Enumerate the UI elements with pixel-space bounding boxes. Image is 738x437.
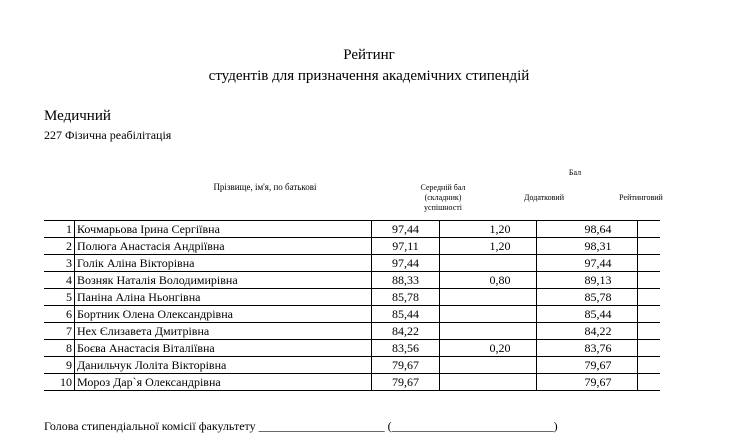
rating-score: 85,78 — [559, 289, 638, 306]
row-number: 10 — [44, 374, 75, 391]
rating-score: 84,22 — [559, 323, 638, 340]
rating-score: 98,31 — [559, 238, 638, 255]
student-name: Полюга Анастасія Андріївна — [75, 238, 372, 255]
additional-score — [464, 306, 537, 323]
header-average: Середній бал (складник) успішності — [420, 183, 466, 212]
row-number: 9 — [44, 357, 75, 374]
header-name: Прізвище, ім'я, по батькові — [213, 182, 317, 192]
rating-score: 79,67 — [559, 357, 638, 374]
student-name: Кочмарьова Ірина Сергіївна — [75, 221, 372, 238]
rating-score: 85,44 — [559, 306, 638, 323]
rating-score: 83,76 — [559, 340, 638, 357]
additional-score: 1,20 — [464, 221, 537, 238]
header-score: Бал — [568, 168, 582, 177]
header-rating: Рейтинговий — [619, 193, 663, 202]
row-number: 3 — [44, 255, 75, 272]
row-number: 4 — [44, 272, 75, 289]
student-name: Голік Аліна Вікторівна — [75, 255, 372, 272]
row-number: 6 — [44, 306, 75, 323]
row-number: 2 — [44, 238, 75, 255]
student-name: Мороз Дар`я Олександрівна — [75, 374, 372, 391]
additional-score: 0,20 — [464, 340, 537, 357]
rating-score: 98,64 — [559, 221, 638, 238]
rating-table — [44, 220, 660, 391]
average-score: 84,22 — [372, 323, 440, 340]
table-row — [44, 323, 660, 340]
table-row — [44, 255, 660, 272]
student-name: Паніна Аліна Ньонгівна — [75, 289, 372, 306]
average-score: 79,67 — [372, 374, 440, 391]
header-additional: Додатковий — [524, 193, 564, 202]
additional-score — [464, 357, 537, 374]
additional-score — [464, 255, 537, 272]
row-number: 8 — [44, 340, 75, 357]
student-name: Возняк Наталія Володимирівна — [75, 272, 372, 289]
row-number: 5 — [44, 289, 75, 306]
average-score: 79,67 — [372, 357, 440, 374]
additional-score: 0,80 — [464, 272, 537, 289]
table-row — [44, 374, 660, 391]
table-row — [44, 306, 660, 323]
student-name: Нех Єлизавета Дмитрівна — [75, 323, 372, 340]
average-score: 85,78 — [372, 289, 440, 306]
additional-score — [464, 289, 537, 306]
additional-score: 1,20 — [464, 238, 537, 255]
faculty-name: Медичний — [44, 108, 111, 124]
average-score: 83,56 — [372, 340, 440, 357]
page-title: Рейтинг — [343, 47, 395, 63]
average-score: 97,44 — [372, 255, 440, 272]
student-name: Данильчук Лоліта Вікторівна — [75, 357, 372, 374]
table-row — [44, 357, 660, 374]
average-score: 97,11 — [372, 238, 440, 255]
rating-score: 89,13 — [559, 272, 638, 289]
row-number: 7 — [44, 323, 75, 340]
signature-line: Голова стипендіальної комісії факультету _____________________ (___________________________) — [44, 419, 558, 433]
student-name: Боєва Анастасія Віталіївна — [75, 340, 372, 357]
rating-score: 97,44 — [559, 255, 638, 272]
table-row — [44, 289, 660, 306]
additional-score — [464, 323, 537, 340]
average-score: 97,44 — [372, 221, 440, 238]
row-number: 1 — [44, 221, 75, 238]
additional-score — [464, 374, 537, 391]
average-score: 88,33 — [372, 272, 440, 289]
table-row — [44, 238, 660, 255]
specialty-name: 227 Фізична реабілітація — [44, 128, 172, 142]
student-name: Бортник Олена Олександрівна — [75, 306, 372, 323]
average-score: 85,44 — [372, 306, 440, 323]
table-row — [44, 340, 660, 357]
table-row — [44, 221, 660, 238]
page-subtitle: студентів для призначення академічних стипендій — [208, 68, 530, 84]
rating-score: 79,67 — [559, 374, 638, 391]
table-row — [44, 272, 660, 289]
